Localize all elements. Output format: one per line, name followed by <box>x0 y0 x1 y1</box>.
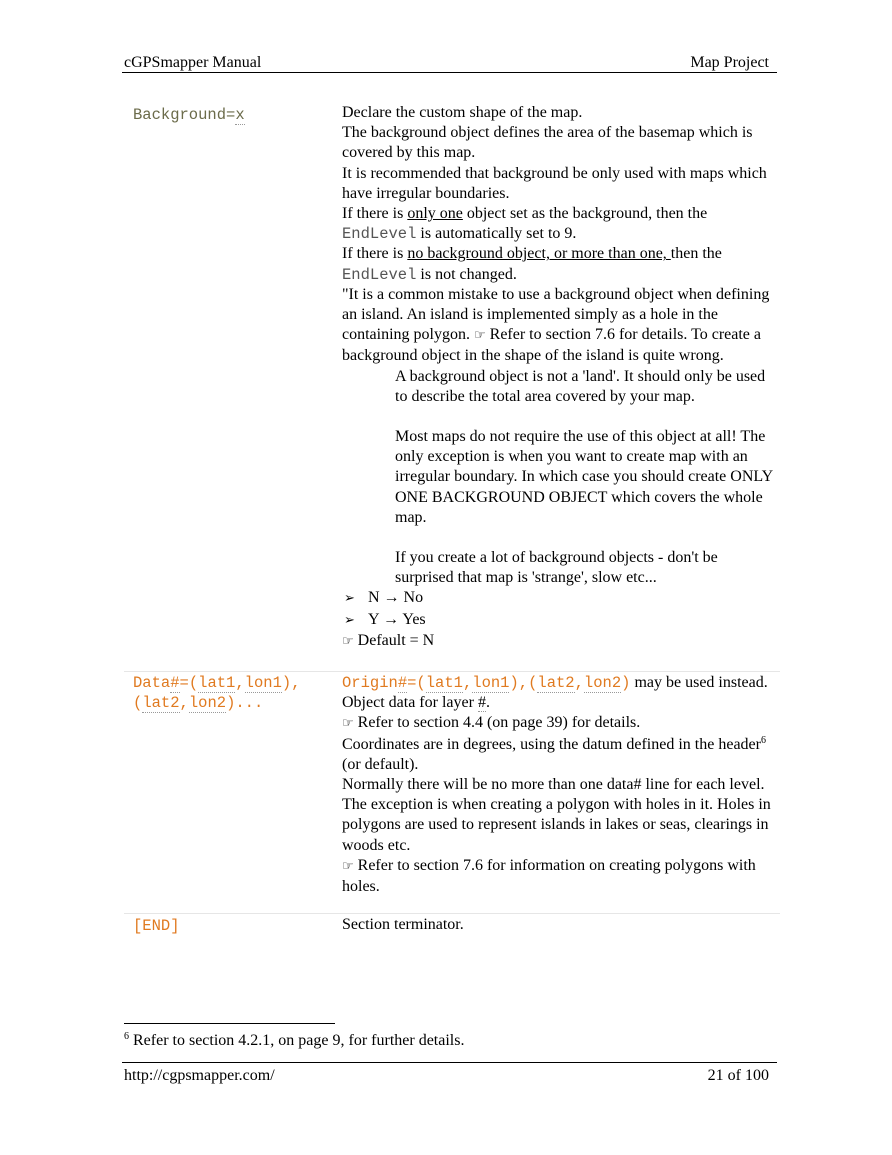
footer-url: http://cgpsmapper.com/ <box>124 1067 275 1084</box>
refer-hand-icon: ☞ <box>473 328 486 344</box>
refer-hand-icon: ☞ <box>342 858 354 874</box>
quote-paragraph: Most maps do not require the use of this object at all! The only exception is when you want to create map with an irregular boundary. In which case you should create ONLY ONE BACKGROUND OBJECT which covers the whole map. <box>395 428 773 526</box>
arrow-bullet-icon: ➢ <box>344 612 355 628</box>
quote-paragraph: If you create a lot of background objects - don't be surprised that map is 'strange', slow etc... <box>395 549 718 587</box>
table-row-data <box>124 671 780 914</box>
header-manual-title: cGPSmapper Manual <box>124 54 262 71</box>
code-origin: Origin#=(lat1,lon1),(lat2,lon2) <box>342 674 631 692</box>
pointing-hand-icon: ☞ <box>342 633 354 649</box>
key-end: [END] <box>133 917 180 935</box>
default-value: ☞ Default = N <box>342 631 435 649</box>
option-item: ➢ N → No <box>342 588 778 609</box>
footnote-rule <box>124 1023 335 1024</box>
desc-end: Section terminator. <box>342 916 464 933</box>
key-data: Data#=(lat1,lon1), (lat2,lon2)... <box>133 674 301 712</box>
desc-background: Declare the custom shape of the map. The background object defines the area of the basemap which is covered by this map. It is recommended that background be only used with maps which have irregular boundaries. If there is only one object set as the background, then the EndLevel is automatically set to 9. If there is no background object, or more than one, then the EndLevel is not changed. "It is a common mistake to use a background object when defining an island. An island is implemented simply as a hole in the containing polygon. ☞ Refer to section 7.6 for details. To create a background object in the shape of the island is quite wrong. A background object is not a 'land'. It should only be used to describe the total area covered by your map. Most maps do not require the use of this object at all! The only exception is when you want to create map with an irregular boundary. In which case you should create ONLY ONE BACKGROUND OBJECT which covers the whole map. If you create a lot of background objects - don't be surprised that map is 'strange', slow etc... ➢ N → No ➢ Y → Yes ☞ Default = N <box>342 103 778 652</box>
header-section-title: Map Project <box>690 54 769 71</box>
table-row-background <box>124 103 780 671</box>
page-number: 21 of 100 <box>707 1067 769 1084</box>
code-endlevel: EndLevel <box>342 265 417 284</box>
header-rule <box>122 72 777 73</box>
footnote-ref: 6 <box>760 734 766 746</box>
key-background: Background=x <box>133 106 245 124</box>
footer-rule <box>122 1062 777 1063</box>
arrow-bullet-icon: ➢ <box>344 591 355 607</box>
refer-hand-icon: ☞ <box>342 716 354 732</box>
code-endlevel: EndLevel <box>342 225 417 244</box>
quote-paragraph: A background object is not a 'land'. It should only be used to describe the total area covered by your map. <box>395 367 766 405</box>
desc-data: Origin#=(lat1,lon1),(lat2,lon2) may be used instead. Object data for layer #. ☞ Refer to section 4.4 (on page 39) for details. Coordinates are in degrees, using the datum defined in the header$^6$ (or default). Normally there will be no more than one data# line for each level. The exception is when creating a polygon with holes in it. Holes in polygons are used to represent islands in lakes or seas, clearings in woods etc. ☞ Refer to section 7.6 for information on creating polygons with holes. <box>342 674 771 896</box>
footnote: $^6$ Refer to section 4.2.1, on page 9, for further details. <box>124 1031 465 1049</box>
option-item: ➢ Y → Yes <box>342 610 778 631</box>
table-row-end <box>124 913 780 938</box>
